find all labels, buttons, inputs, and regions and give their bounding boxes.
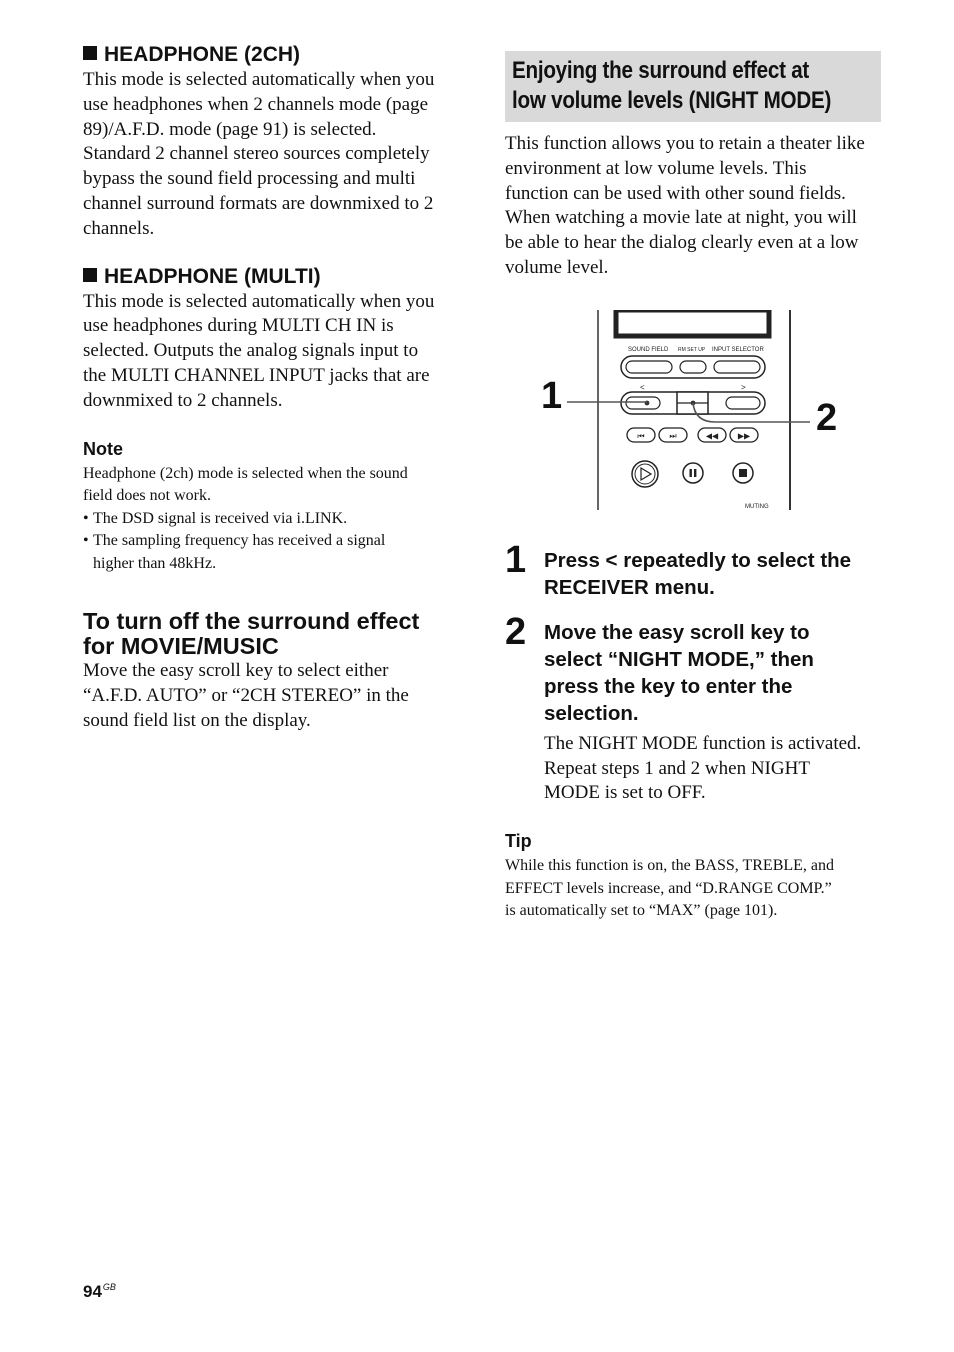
night-mode-intro: [505, 132, 887, 281]
label-input-selector: INPUT SELECTOR: [712, 346, 764, 353]
label-left-arrow: <: [640, 382, 645, 392]
text-line: Headphone (2ch) mode is selected when the sound: [83, 464, 408, 482]
text-line: channels.: [83, 217, 155, 239]
text-line: This mode is selected automatically when you: [83, 69, 435, 90]
left-column: [83, 42, 461, 733]
text-line: Move the easy scroll key to select either: [83, 660, 389, 682]
step-title-line: RECEIVER menu.: [544, 575, 715, 599]
step-title-line: selection.: [544, 701, 639, 725]
step-number: 2: [505, 610, 527, 653]
step-2: [505, 610, 887, 806]
transport-buttons: [627, 428, 758, 442]
remote-control-figure: [505, 310, 887, 510]
play-button[interactable]: [632, 461, 658, 487]
section-banner-night-mode: Enjoying the surround effect at low volume levels (NIGHT MODE): [505, 51, 881, 122]
tip-heading: Tip: [505, 831, 532, 852]
text-line: EFFECT levels increase, and “D.RANGE COMP.”: [505, 879, 832, 897]
sound-field-button[interactable]: [626, 361, 672, 373]
rm-set-up-button[interactable]: [680, 361, 706, 373]
callout-number-1: 1: [541, 374, 563, 417]
text-line: sound field list on the display.: [83, 709, 311, 731]
right-arrow-button[interactable]: [726, 397, 760, 409]
stop-icon: [739, 469, 747, 477]
step-1: [505, 538, 887, 601]
headphone-2ch-body: [83, 68, 461, 242]
text-line: use headphones when 2 channels mode (page: [83, 93, 429, 115]
text-line: This mode is selected automatically when you: [83, 290, 435, 312]
step-title-line: select “NIGHT MODE,” then: [544, 647, 814, 671]
remote-display-window: [616, 310, 769, 336]
text-line: the MULTI CHANNEL INPUT jacks that are: [83, 364, 430, 386]
rewind-icon: ◀◀: [705, 431, 719, 441]
text-line: The NIGHT MODE function is activated.: [544, 732, 862, 754]
text-line: use headphones during MULTI CH IN is: [83, 315, 394, 337]
bullet-dot-icon: •: [83, 532, 89, 550]
text-line: MODE is set to OFF.: [544, 782, 706, 804]
square-bullet-icon: [83, 46, 97, 60]
text-line: “A.F.D. AUTO” or “2CH STEREO” in the: [83, 684, 409, 706]
text-line: While this function is on, the BASS, TREBLE, and: [505, 857, 835, 875]
fast-forward-icon: ▶▶: [737, 431, 751, 441]
pause-icon: [690, 469, 692, 477]
headphone-multi-body: [83, 290, 461, 414]
input-selector-button[interactable]: [714, 361, 760, 373]
next-track-icon: ⏭: [669, 431, 677, 441]
heading-headphone-multi: HEADPHONE (MULTI): [83, 264, 461, 290]
label-right-arrow: >: [741, 382, 746, 392]
text-line: selected. Outputs the analog signals input to: [83, 340, 419, 362]
turn-off-body: [83, 659, 461, 733]
text-line: function can be used with other sound fields.: [505, 182, 846, 204]
left-arrow-button[interactable]: [626, 397, 660, 409]
text-line: bypass the sound field processing and multi: [83, 168, 416, 190]
list-item: • The DSD signal is received via i.LINK.: [83, 508, 461, 531]
text-line: When watching a movie late at night, you will: [505, 207, 857, 229]
text-line: field does not work.: [83, 487, 211, 505]
text-line: This function allows you to retain a theater like: [505, 133, 865, 154]
text-line: volume level.: [505, 256, 609, 278]
note-heading: Note: [83, 438, 123, 459]
list-item: • The sampling frequency has received a signal higher than 48kHz.: [83, 530, 461, 575]
heading-headphone-2ch: HEADPHONE (2CH): [83, 42, 461, 68]
tip-body: [505, 855, 887, 923]
step-title-line: Press < repeatedly to select the: [544, 548, 852, 572]
step-title-line: Move the easy scroll key to: [544, 620, 810, 644]
right-column: [505, 51, 887, 923]
label-muting: MUTING: [745, 503, 769, 510]
heading-turn-off-surround: To turn off the surround effect for MOVIE/MUSIC: [83, 608, 420, 660]
label-sound-field: SOUND FIELD: [628, 346, 669, 353]
label-rm-set-up: RM SET UP: [678, 346, 706, 353]
text-line: downmixed to 2 channels.: [83, 389, 283, 411]
text-line: Repeat steps 1 and 2 when NIGHT: [544, 757, 810, 779]
page-region-suffix: GB: [102, 1282, 116, 1292]
text-line: is automatically set to “MAX” (page 101).: [505, 902, 778, 920]
square-bullet-icon: [83, 268, 97, 282]
step-title-line: press the key to enter the: [544, 674, 793, 698]
text-line: be able to hear the dialog clearly even at a low: [505, 232, 859, 254]
text-line: 89)/A.F.D. mode (page 91) is selected.: [83, 118, 377, 140]
pause-button[interactable]: [683, 463, 703, 483]
text-line: Standard 2 channel stereo sources completely: [83, 143, 430, 165]
step-number: 1: [505, 538, 527, 581]
text-line: environment at low volume levels. This: [505, 157, 807, 179]
bullet-dot-icon: •: [83, 509, 89, 527]
note-body: [83, 463, 461, 576]
text-line: channel surround formats are downmixed to 2: [83, 192, 434, 214]
callout-number-2: 2: [816, 396, 838, 439]
prev-track-icon: ⏮: [637, 431, 645, 441]
page-number: $94^{GB}$: [83, 1282, 116, 1301]
